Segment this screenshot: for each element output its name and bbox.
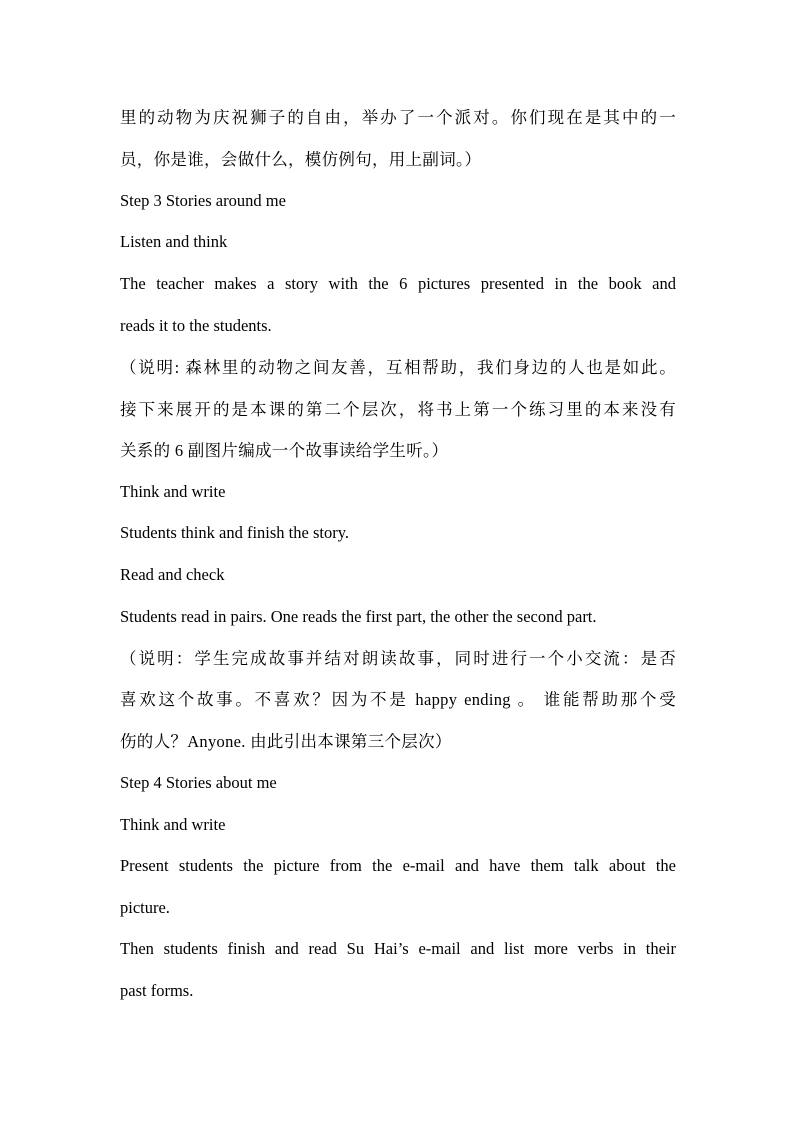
text-line-21: Then students finish and read Su Hai’s e-mail and list more verbs in their — [120, 939, 676, 958]
text-line-1: 里的动物为庆祝狮子的自由，举办了一个派对。你们现在是其中的一 — [120, 108, 676, 127]
text-line-19: Present students the picture from the e-mail and have them talk about the — [120, 856, 676, 875]
text-line-6: reads it to the students. — [120, 316, 272, 335]
think-and-write-heading: Think and write — [120, 482, 226, 501]
read-and-check-heading: Read and check — [120, 565, 225, 584]
text-line-20: picture. — [120, 898, 170, 917]
step-3-heading: Step 3 Stories around me — [120, 191, 286, 210]
think-and-write-heading-2: Think and write — [120, 815, 226, 834]
listen-and-think-heading: Listen and think — [120, 232, 228, 251]
note-line-6: 伤的人？Anyone. 由此引出本课第三个层次） — [120, 732, 452, 751]
note-line-5: 喜欢这个故事。不喜欢？因为不是 happy ending 。 谁能帮助那个受 — [120, 690, 676, 709]
note-line-4: （说明：学生完成故事并结对朗读故事，同时进行一个小交流：是否 — [120, 649, 676, 668]
text-line-13: Students read in pairs. One reads the first part, the other the second part. — [120, 607, 597, 626]
note-line-3: 关系的 6 副图片编成一个故事读给学生听。） — [120, 441, 449, 460]
text-line-11: Students think and finish the story. — [120, 523, 350, 542]
note-line-1: （说明: 森林里的动物之间友善，互相帮助，我们身边的人也是如此。 — [120, 358, 676, 377]
text-line-2: 员，你是谁，会做什么，模仿例句，用上副词。） — [120, 150, 482, 169]
text-line-5: The teacher makes a story with the 6 pictures presented in the book and — [120, 274, 676, 293]
text-line-22: past forms. — [120, 981, 194, 1000]
step-4-heading: Step 4 Stories about me — [120, 773, 277, 792]
note-line-2: 接下来展开的是本课的第二个层次，将书上第一个练习里的本来没有 — [120, 400, 676, 419]
